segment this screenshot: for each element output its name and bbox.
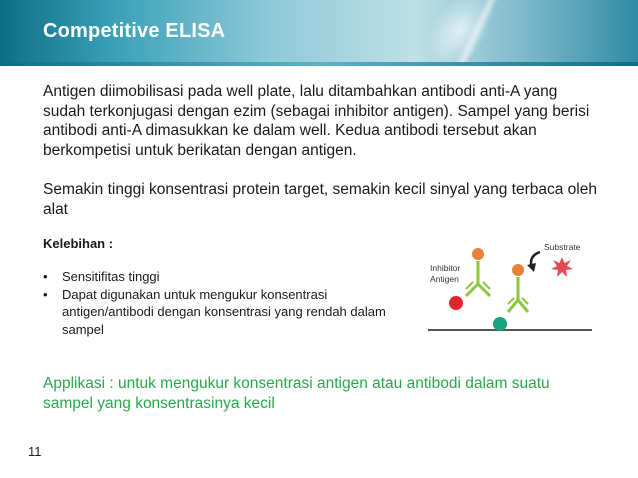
paragraph-signal: Semakin tinggi konsentrasi protein target, semakin kecil sinyal yang terbaca oleh alat — [43, 181, 597, 218]
inhibitor-antigen-icon — [449, 296, 463, 310]
label-antigen: Antigen — [430, 274, 459, 284]
enzyme-icon — [512, 264, 524, 276]
list-item-text: Dapat digunakan untuk mengukur konsentrasi antigen/antibodi dengan konsentrasi yang rendah dalam sampel — [62, 286, 386, 337]
antigen-icon — [493, 317, 507, 331]
arrow-head-icon — [527, 263, 536, 272]
advantages-heading: Kelebihan : — [43, 236, 114, 251]
slide-body — [43, 82, 603, 219]
page-number: 11 — [28, 444, 42, 459]
slide-title: Competitive ELISA — [43, 20, 226, 42]
competitive-elisa-diagram — [420, 232, 600, 342]
list-item-text: Sensitifitas tinggi — [62, 269, 160, 284]
list-item — [43, 286, 393, 339]
antibody-arm-inner-icon — [522, 298, 528, 304]
bullet-icon: • — [43, 286, 48, 302]
header-divider — [0, 62, 638, 66]
label-substrate: Substrate — [544, 242, 581, 252]
antibody-arm-inner-icon — [508, 298, 514, 304]
slide-header — [0, 0, 638, 62]
substrate-star-icon — [551, 257, 573, 277]
label-inhibitor: Inhibitor — [430, 263, 461, 273]
list-item — [43, 268, 393, 286]
paragraph-method: Antigen diimobilisasi pada well plate, lalu ditambahkan antibodi anti-A yang sudah terkonjugasi dengan ezim (sebagai inhibitor antigen). Sampel yang berisi antibodi anti-A dimasukkan ke dalam well. Kedua antibodi tersebut akan berkompetisi untuk berikatan dengan antigen. — [43, 83, 590, 159]
application-description: : untuk mengukur konsentrasi antigen atau antibodi dalam suatu sampel yang konsentrasinya kecil — [43, 375, 550, 412]
advantages-list — [43, 268, 393, 338]
application-label: Applikasi — [43, 375, 106, 392]
application-text — [43, 374, 603, 413]
bullet-icon: • — [43, 269, 48, 284]
enzyme-icon — [472, 248, 484, 260]
